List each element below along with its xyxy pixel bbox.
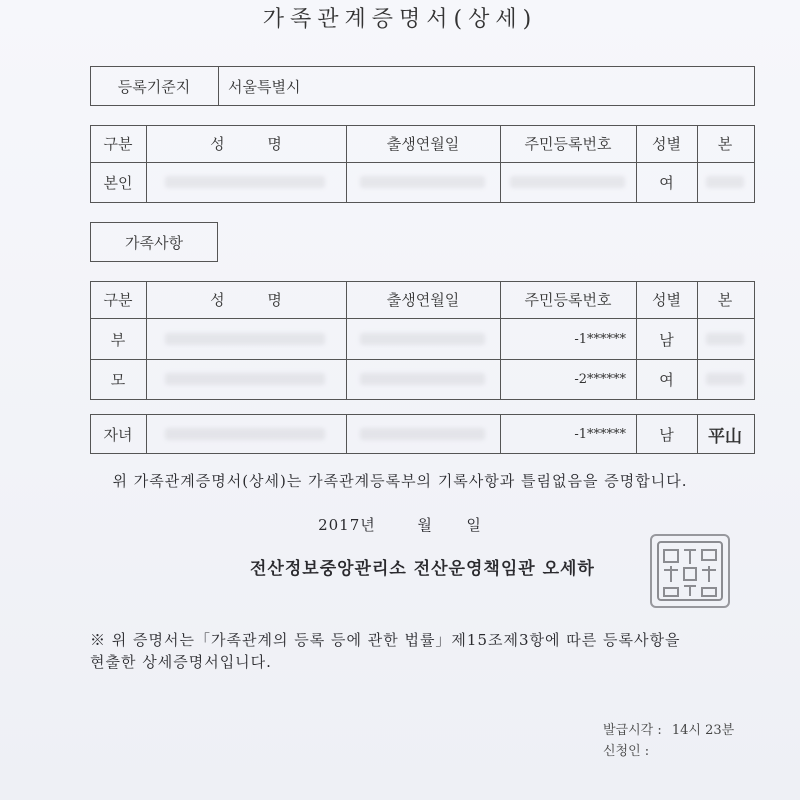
issue-month: 월 (417, 516, 433, 534)
family-header-name: 성 명 (210, 291, 282, 309)
registry-label: 등록기준지 (117, 77, 191, 96)
header-name: 성 명 (210, 135, 282, 153)
mother-category: 모 (110, 370, 126, 389)
applicant-label: 신청인 : (603, 744, 650, 759)
father-gender: 남 (659, 330, 674, 349)
father-id-number: -1****** (574, 331, 626, 347)
child-gender: 남 (659, 425, 674, 444)
redacted-self-origin (706, 176, 744, 188)
family-label: 가족사항 (125, 233, 183, 252)
redacted-child-birth (360, 428, 485, 440)
issue-date (0, 514, 800, 535)
father-category: 부 (110, 330, 126, 349)
child-id-number: -1****** (574, 426, 626, 442)
child-origin: 平山 (708, 426, 742, 447)
applicant-row (603, 740, 649, 759)
redacted-self-id (510, 176, 625, 188)
issue-year: 2017년 (318, 516, 376, 534)
redacted-self-birth (360, 176, 485, 188)
redacted-mother-origin (706, 373, 744, 385)
redacted-mother-name (165, 373, 325, 385)
mother-gender: 여 (659, 370, 674, 389)
issue-time-row (603, 719, 734, 738)
child-category: 자녀 (103, 425, 133, 444)
issue-time-value: 14시 23분 (671, 723, 735, 738)
issue-time-label: 발급시각 : (603, 723, 662, 738)
legal-note-line-2: 현출한 상세증명서입니다. (90, 653, 272, 671)
document-title: 가족관계증명서(상세) (262, 7, 538, 32)
redacted-self-name (165, 176, 325, 188)
legal-note-line-1: ※ 위 증명서는「가족관계의 등록 등에 관한 법률」제15조제3항에 따른 등록사항을 (90, 631, 681, 649)
issuer-name: 전산정보중앙관리소 전산운영책임관 오세하 (250, 559, 595, 579)
header-id-number: 주민등록번호 (524, 135, 612, 153)
issue-day: 일 (466, 516, 482, 534)
mother-id-number: -2****** (574, 371, 626, 387)
self-gender: 여 (659, 173, 674, 192)
official-seal-icon (650, 534, 730, 608)
redacted-father-origin (706, 333, 744, 345)
redacted-mother-birth (360, 373, 485, 385)
header-gender: 성별 (652, 135, 681, 153)
header-origin: 본 (717, 135, 733, 153)
family-header-birth: 출생연월일 (386, 291, 460, 309)
family-header-id-number: 주민등록번호 (524, 291, 612, 309)
self-category: 본인 (103, 173, 133, 192)
certification-statement: 위 가족관계증명서(상세)는 가족관계등록부의 기록사항과 틀림없음을 증명합니다. (112, 472, 688, 490)
registry-value: 서울특별시 (228, 77, 301, 96)
redacted-child-name (165, 428, 325, 440)
redacted-father-name (165, 333, 325, 345)
header-category: 구분 (103, 135, 133, 153)
family-header-origin: 본 (717, 291, 733, 309)
family-header-category: 구분 (103, 291, 133, 309)
redacted-father-birth (360, 333, 485, 345)
family-header-gender: 성별 (652, 291, 681, 309)
header-birth: 출생연월일 (386, 135, 460, 153)
